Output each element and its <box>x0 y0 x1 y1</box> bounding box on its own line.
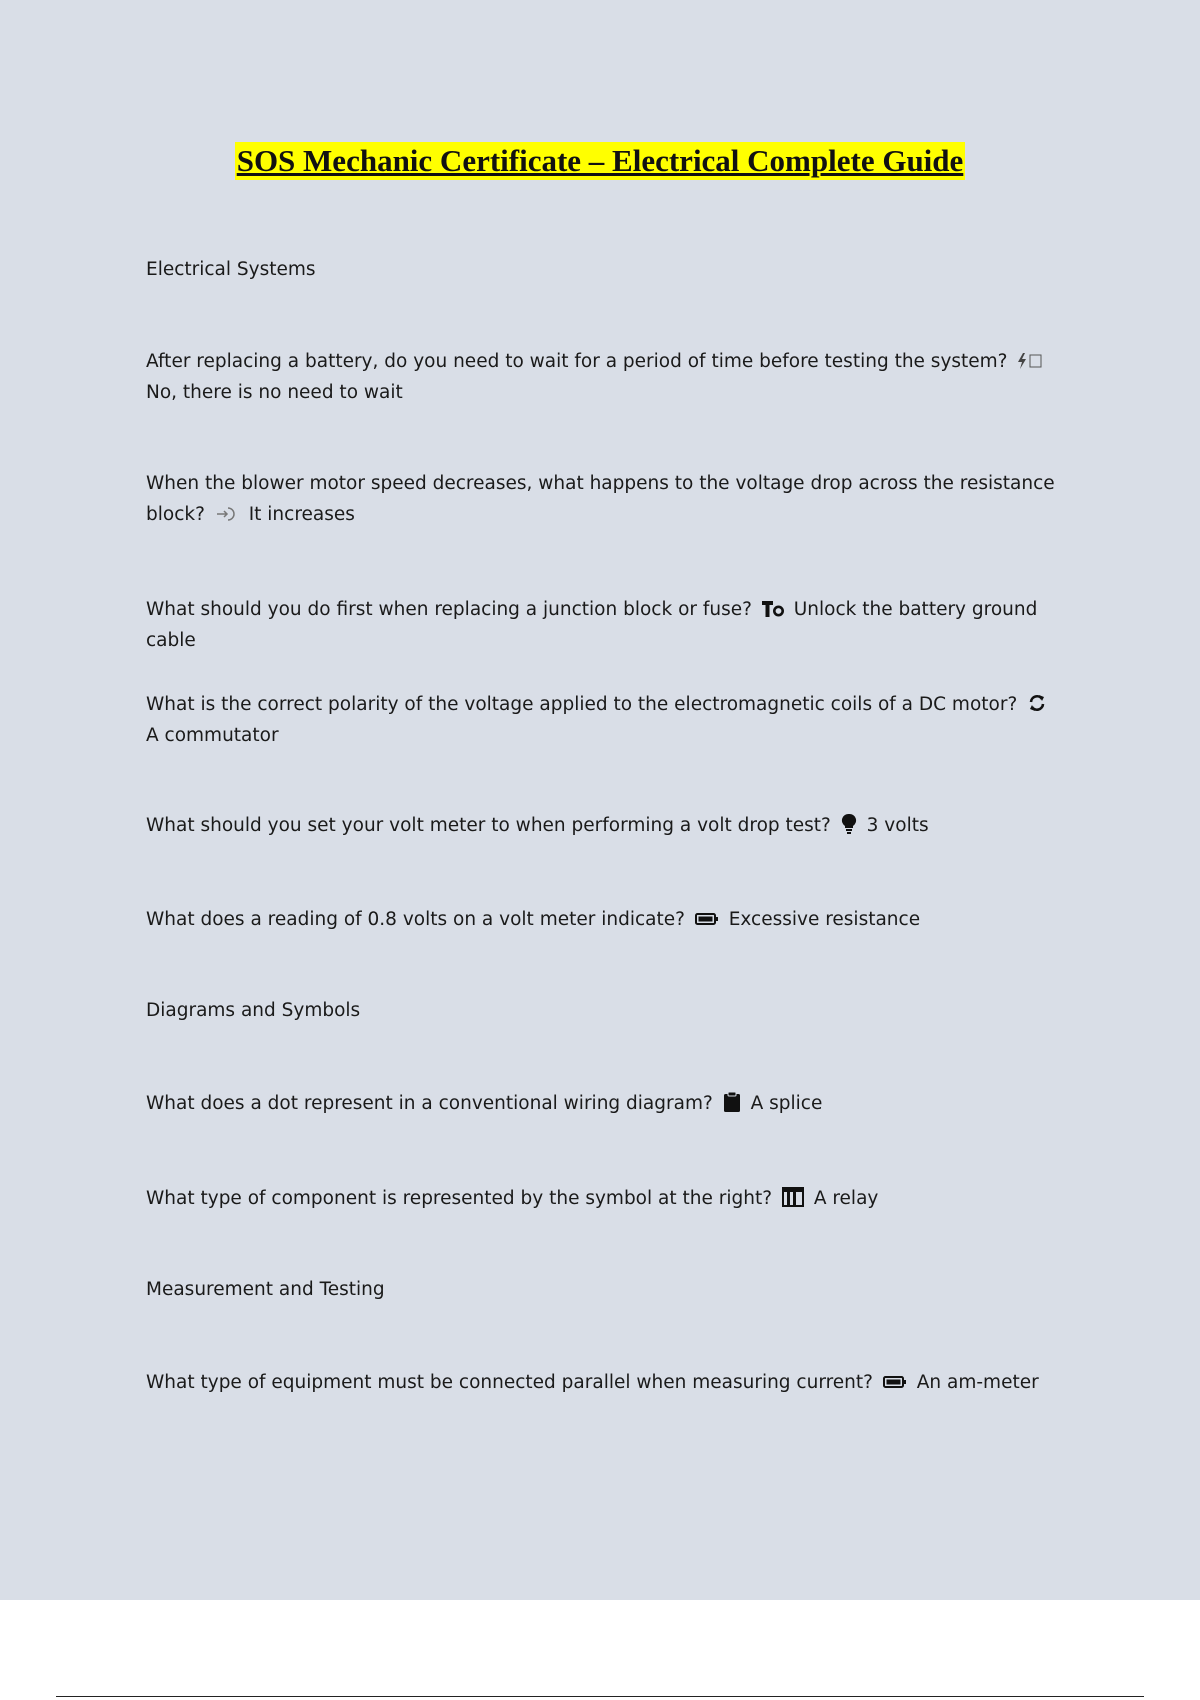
page-title: SOS Mechanic Certificate – Electrical Complete Guide <box>236 143 964 178</box>
section-heading-measurement-and-testing: Measurement and Testing <box>146 1279 385 1300</box>
answer-text: Excessive resistance <box>728 909 921 930</box>
question-text: When the blower motor speed decreases, what happens to the voltage drop across the resistance block? <box>146 473 1055 525</box>
qa-item <box>146 346 1066 408</box>
question-text: What is the correct polarity of the voltage applied to the electromagnetic coils of a DC motor? <box>146 694 1018 715</box>
answer-text: A commutator <box>146 725 279 746</box>
qa-item <box>146 810 1066 841</box>
question-text: What does a dot represent in a conventional wiring diagram? <box>146 1093 713 1114</box>
question-text: What should you set your volt meter to when performing a volt drop test? <box>146 815 831 836</box>
answer-text: No, there is no need to wait <box>146 382 403 403</box>
question-text: What should you do first when replacing a junction block or fuse? <box>146 599 752 620</box>
section-heading-diagrams-and-symbols: Diagrams and Symbols <box>146 1000 361 1021</box>
refresh-icon <box>1027 689 1047 720</box>
title-wrapper <box>0 142 1200 180</box>
answer-text: Unlock the battery ground cable <box>146 599 1038 651</box>
answer-text: 3 volts <box>866 815 929 836</box>
question-text: What does a reading of 0.8 volts on a volt meter indicate? <box>146 909 685 930</box>
qa-item <box>146 1088 1066 1119</box>
to-icon <box>762 594 784 625</box>
answer-text: An am-meter <box>916 1372 1039 1393</box>
lightning-icon <box>1017 346 1043 377</box>
qa-item <box>146 1183 1066 1214</box>
footer-divider <box>56 1696 1144 1697</box>
answer-text: A splice <box>750 1093 823 1114</box>
battery-icon <box>883 1367 907 1398</box>
clipboard-icon <box>723 1088 741 1119</box>
qa-item <box>146 1367 1066 1398</box>
relay-symbol-icon <box>782 1183 804 1214</box>
login-arrow-icon <box>215 499 239 530</box>
qa-item <box>146 594 1066 656</box>
question-text: After replacing a battery, do you need to wait for a period of time before testing the system? <box>146 351 1008 372</box>
lightbulb-icon <box>841 810 857 841</box>
qa-item <box>146 689 1066 751</box>
section-heading-electrical-systems: Electrical Systems <box>146 259 316 280</box>
qa-item <box>146 904 1066 935</box>
question-text: What type of equipment must be connected parallel when measuring current? <box>146 1372 873 1393</box>
battery-icon <box>695 904 719 935</box>
qa-item <box>146 468 1066 530</box>
answer-text: A relay <box>813 1188 879 1209</box>
answer-text: It increases <box>248 504 355 525</box>
question-text: What type of component is represented by the symbol at the right? <box>146 1188 773 1209</box>
